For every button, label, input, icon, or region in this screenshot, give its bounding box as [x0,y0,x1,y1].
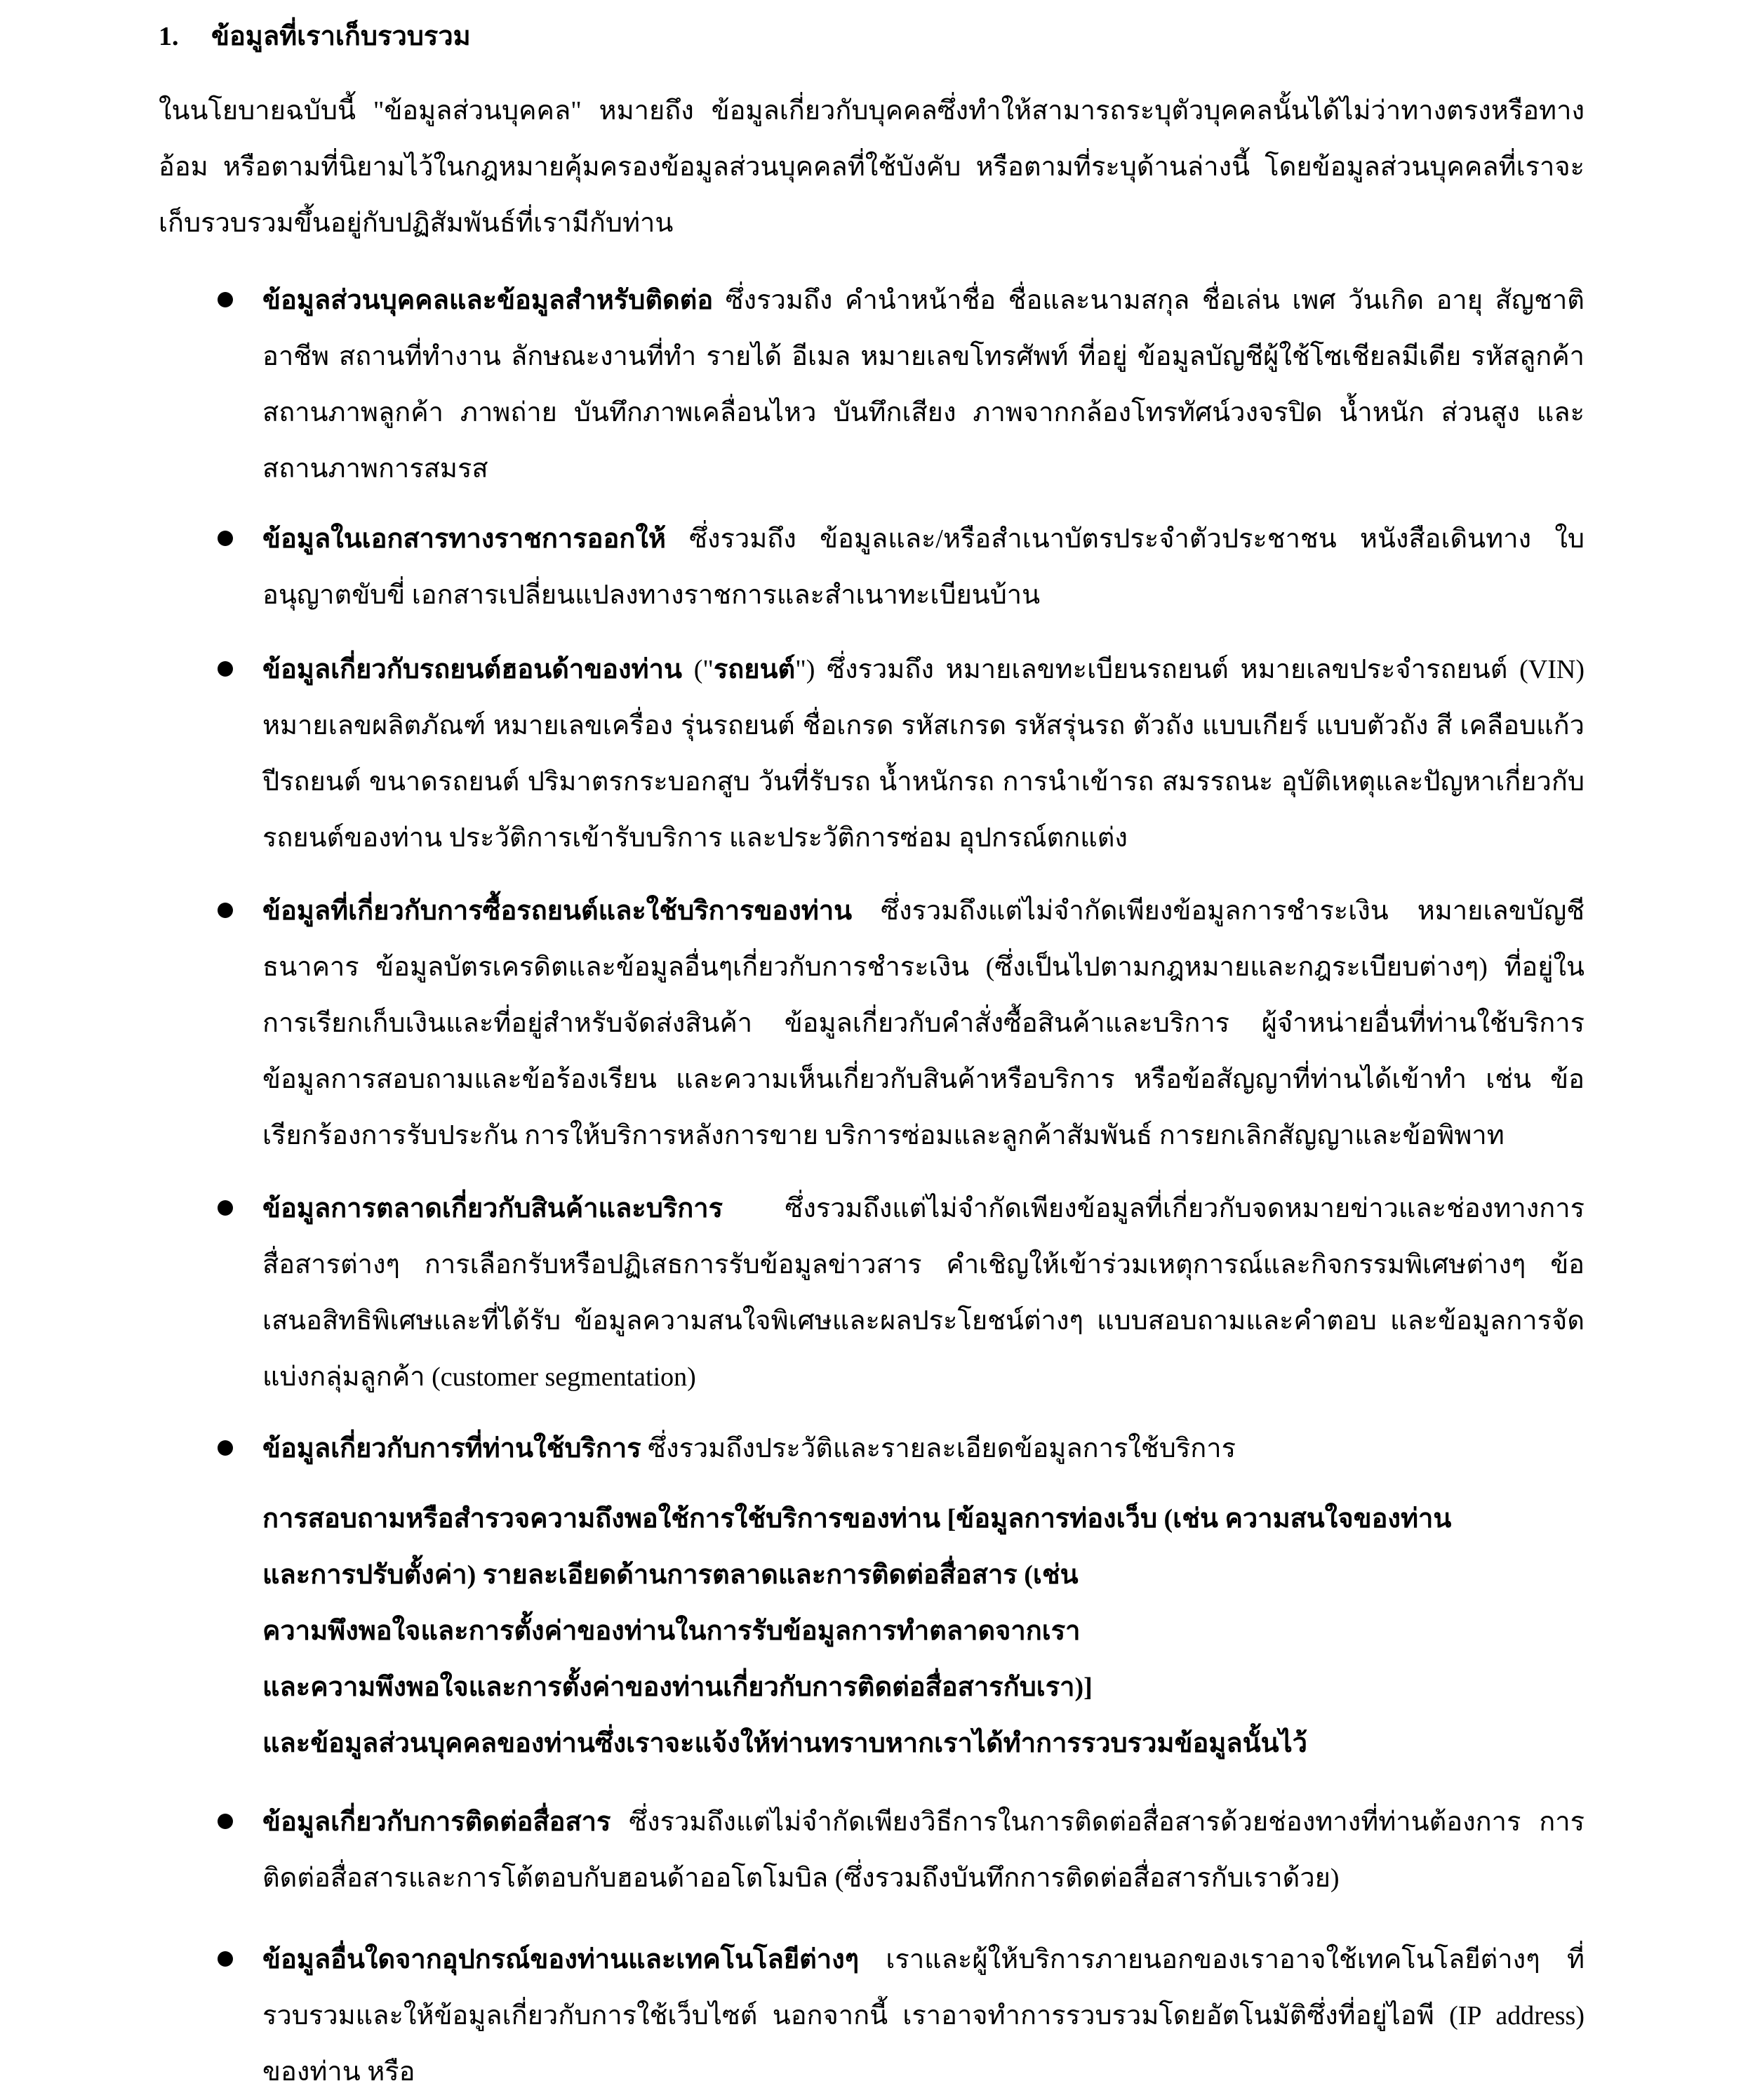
item-text: เราและผู้ให้บริการภายนอกของเราอาจใช้เทคโนโลยีต่างๆ ที่รวบรวมและให้ข้อมูลเกี่ยวกับการใช้เว็บไซต์ นอกจากนี้ เราอาจทำการรวบรวมโดยอัตโนมัติซึ่งที่อยู่ไอพี (IP address) ของท่าน หรือ [262,1945,1585,2087]
item-text-open: (" [681,655,714,684]
item-title: ข้อมูลเกี่ยวกับการติดต่อสื่อสาร [262,1807,611,1837]
item-text: ซึ่งรวมถึงแต่ไม่จำกัดเพียงข้อมูลที่เกี่ยวกับจดหมายข่าวและช่องทางการสื่อสารต่างๆ การเลือกรับหรือปฏิเสธการรับข้อมูลข่าวสาร คำเชิญให้เข้าร่วมเหตุการณ์และกิจกรรมพิเศษต่างๆ ข้อเสนอสิทธิพิเศษและที่ได้รับ ข้อมูลความสนใจพิเศษและผลประโยชน์ต่างๆ แบบสอบถามและคำตอบ และข้อมูลการจัดแบ่งกลุ่มลูกค้า (customer segmentation) [262,1194,1585,1392]
item-text: ") ซึ่งรวมถึง หมายเลขทะเบียนรถยนต์ หมายเลขประจำรถยนต์ (VIN) หมายเลขผลิตภัณฑ์ หมายเลขเครื่อง รุ่นรถยนต์ ชื่อเกรด รหัสเกรด รหัสรุ่นรถ ตัวถัง แบบเกียร์ แบบตัวถัง สี เคลือบแก้ว ปีรถยนต์ ขนาดรถยนต์ ปริมาตรกระบอกสูบ วันที่รับรถ น้ำหนักรถ การนำเข้ารถ สมรรถนะ อุบัติเหตุและปัญหาเกี่ยวกับรถยนต์ของท่าน ประวัติการเข้ารับบริการ และประวัติการซ่อม อุปกรณ์ตกแต่ง [262,655,1585,853]
bullet-icon [218,1440,233,1456]
list-item-service-usage [262,1421,1585,1477]
bullet-icon [218,661,233,677]
section-title: ข้อมูลที่เราเก็บรวบรวม [211,22,471,51]
item-title: ข้อมูลการตลาดเกี่ยวกับสินค้าและบริการ [262,1194,723,1223]
bullet-icon [218,903,233,918]
bullet-icon [218,292,233,307]
item-text: ซึ่งรวมถึงแต่ไม่จำกัดเพียงวิธีการในการติดต่อสื่อสารด้วยช่องทางที่ท่านต้องการ การติดต่อสื่อสารและการโต้ตอบกับฮอนด้าออโตโมบิล (ซึ่งรวมถึงบันทึกการติดต่อสื่อสารกับเราด้วย) [262,1807,1585,1893]
item-text: ซึ่งรวมถึง ข้อมูลและ/หรือสำเนาบัตรประจำตัวประชาชน หนังสือเดินทาง ใบอนุญาตขับขี่ เอกสารเปลี่ยนแปลงทางราชการและสำเนาทะเบียนบ้าน [262,524,1585,610]
bullet-icon [218,1814,233,1829]
list-item-vehicle [262,642,1585,866]
list-item-purchase-service [262,883,1585,1164]
item-text: ซึ่งรวมถึงแต่ไม่จำกัดเพียงข้อมูลการชำระเงิน หมายเลขบัญชีธนาคาร ข้อมูลบัตรเครดิตและข้อมูลอื่นๆเกี่ยวกับการชำระเงิน (ซึ่งเป็นไปตามกฎหมายและกฎระเบียบต่างๆ) ที่อยู่ในการเรียกเก็บเงินและที่อยู่สำหรับจัดส่งสินค้า ข้อมูลเกี่ยวกับคำสั่งซื้อสินค้าและบริการ ผู้จำหน่ายอื่นที่ท่านใช้บริการ ข้อมูลการสอบถามและข้อร้องเรียน และความเห็นเกี่ยวกับสินค้าหรือบริการ หรือข้อสัญญาที่ท่านได้เข้าทำ เช่น ข้อเรียกร้องการรับประกัน การให้บริการหลังการขาย บริการซ่อมและลูกค้าสัมพันธ์ การยกเลิกสัญญาและข้อพิพาท [262,896,1585,1150]
details-line: การสอบถามหรือสำรวจความถึงพอใช้การใช้บริการของท่าน [ข้อมูลการท่องเว็บ (เช่น ความสนใจของท่าน [262,1504,1452,1534]
details-line: และการปรับตั้งค่า) รายละเอียดด้านการตลาดและการติดต่อสื่อสาร (เช่น [262,1560,1079,1590]
bullet-icon [218,1951,233,1967]
service-usage-details [262,1491,1585,1772]
item-title: ข้อมูลเกี่ยวกับการที่ท่านใช้บริการ [262,1434,641,1463]
list-item-communications [262,1794,1585,1906]
item-text: ซึ่งรวมถึงประวัติและรายละเอียดข้อมูลการใช้บริการ [641,1434,1236,1463]
list-item-personal-contact [262,272,1585,497]
bullet-icon [218,1200,233,1216]
item-title: ข้อมูลที่เกี่ยวกับการซื้อรถยนต์และใช้บริการของท่าน [262,896,853,926]
section-number: 1. [159,22,179,51]
item-text: ซึ่งรวมถึง คำนำหน้าชื่อ ชื่อและนามสกุล ชื่อเล่น เพศ วันเกิด อายุ สัญชาติ อาชีพ สถานที่ทำงาน ลักษณะงานที่ทำ รายได้ อีเมล หมายเลขโทรศัพท์ ที่อยู่ ข้อมูลบัญชีผู้ใช้โซเชียลมีเดีย รหัสลูกค้า สถานภาพลูกค้า ภาพถ่าย บันทึกภาพเคลื่อนไหว บันทึกเสียง ภาพจากกล้องโทรทัศน์วงจรปิด น้ำหนัก ส่วนสูง และสถานภาพการสมรส [262,286,1585,484]
list-item-official-documents [262,511,1585,623]
item-term-vehicle: รถยนต์ [713,655,796,684]
bullet-icon [218,531,233,546]
item-title: ข้อมูลในเอกสารทางราชการออกให้ [262,524,666,554]
details-line: และความพึงพอใจและการตั้งค่าของท่านเกี่ยวกับการติดต่อสื่อสารกับเรา)] [262,1673,1093,1702]
item-title: ข้อมูลส่วนบุคคลและข้อมูลสำหรับติดต่อ [262,286,714,315]
list-item-device-technology [262,1932,1585,2100]
details-line: และข้อมูลส่วนบุคคลของท่านซึ่งเราจะแจ้งให้ท่านทราบหากเราได้ทำการรวบรวมข้อมูลนั้นไว้ [262,1729,1308,1758]
item-title: ข้อมูลเกี่ยวกับรถยนต์ฮอนด้าของท่าน [262,655,682,684]
section-heading [159,15,471,58]
item-title: ข้อมูลอื่นใดจากอุปกรณ์ของท่านและเทคโนโลยีต่างๆ [262,1945,860,1974]
details-line: ความพึงพอใจและการตั้งค่าของท่านในการรับข้อมูลการทำตลาดจากเรา [262,1616,1081,1646]
list-item-marketing [262,1181,1585,1405]
intro-paragraph: ในนโยบายฉบับนี้ "ข้อมูลส่วนบุคคล" หมายถึง ข้อมูลเกี่ยวกับบุคคลซึ่งทำให้สามารถระบุตัวบุคคลนั้นได้ไม่ว่าทางตรงหรือทางอ้อม หรือตามที่นิยามไว้ในกฎหมายคุ้มครองข้อมูลส่วนบุคคลที่ใช้บังคับ หรือตามที่ระบุด้านล่างนี้ โดยข้อมูลส่วนบุคคลที่เราจะเก็บรวบรวมขึ้นอยู่กับปฏิสัมพันธ์ที่เรามีกับท่าน [159,96,1585,238]
